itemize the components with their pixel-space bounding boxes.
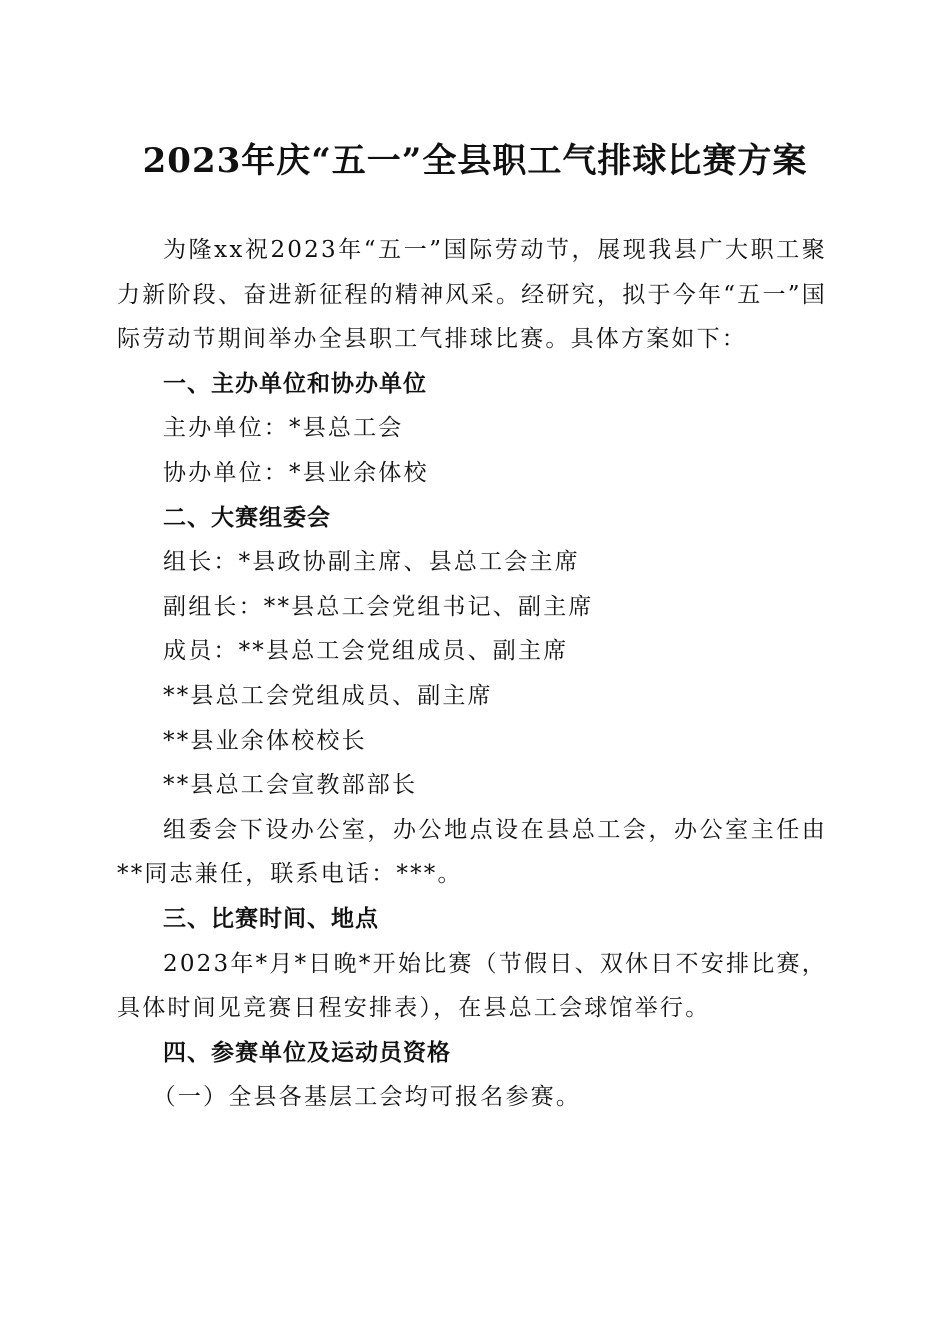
committee-member-line: 成员：**县总工会党组成员、副主席	[163, 638, 569, 665]
time-place-paragraph: 2023年*月*日晚*开始比赛（节假日、双休日不安排比赛，具体时间见竞赛日程安排表），在县总工会球馆举行。	[117, 950, 827, 1022]
document-body	[117, 228, 827, 1120]
section-heading-organizers: 一、主办单位和协办单位	[163, 370, 427, 397]
committee-office-paragraph: 组委会下设办公室，办公地点设在县总工会，办公室主任由**同志兼任，联系电话：***。	[117, 816, 827, 888]
committee-leader-line: 组长：*县政协副主席、县总工会主席	[163, 549, 580, 576]
document-title: 2023年庆“五一”全县职工气排球比赛方案	[142, 141, 808, 181]
section-heading-eligibility: 四、参赛单位及运动员资格	[163, 1039, 451, 1066]
committee-member-line: **县业余体校校长	[163, 727, 367, 754]
committee-deputy-line: 副组长：**县总工会党组书记、副主席	[163, 593, 594, 620]
committee-member-line: **县总工会党组成员、副主席	[163, 682, 493, 709]
section-heading-committee: 二、大赛组委会	[163, 504, 331, 531]
committee-member-line: **县总工会宣教部部长	[163, 772, 418, 799]
host-unit-line: 主办单位：*县总工会	[163, 415, 404, 442]
eligibility-item-1: （一）全县各基层工会均可报名参赛。	[152, 1084, 582, 1111]
intro-paragraph: 为隆xx祝2023年“五一”国际劳动节，展现我县广大职工聚力新阶段、奋进新征程的精神风采。经研究，拟于今年“五一”国际劳动节期间举办全县职工气排球比赛。具体方案如下：	[117, 237, 827, 353]
co-host-unit-line: 协办单位：*县业余体校	[163, 459, 429, 486]
section-heading-time-place: 三、比赛时间、地点	[163, 905, 379, 932]
